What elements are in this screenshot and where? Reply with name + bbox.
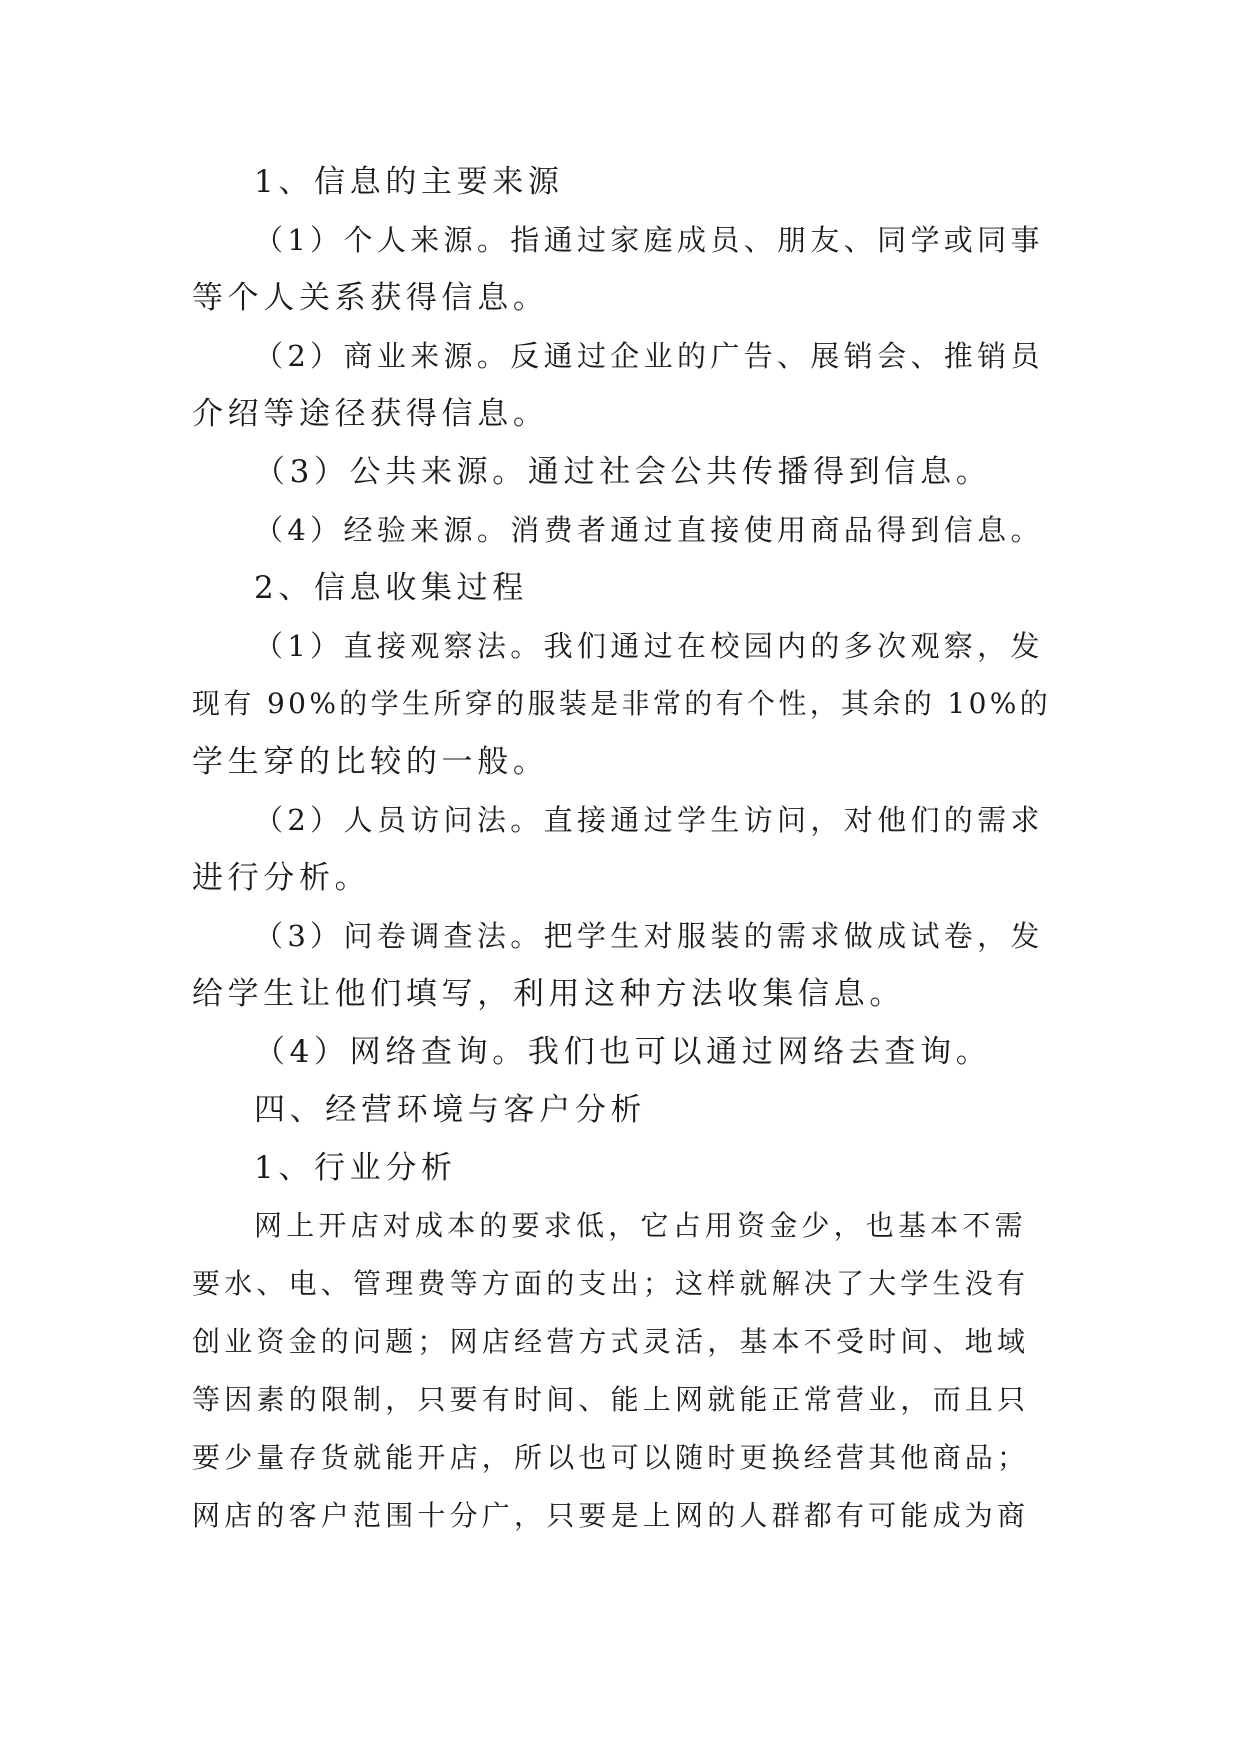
paragraph-line: 等因素的限制，只要有时间、能上网就能正常营业，而且只 [192, 1383, 1030, 1416]
paragraph-line: 现有 90%的学生所穿的服装是非常的有个性，其余的 10%的 [192, 687, 1052, 720]
paragraph-line: （3）问卷调查法。把学生对服装的需求做成试卷，发 [254, 919, 1044, 953]
paragraph-line: 学生穿的比较的一般。 [192, 744, 549, 780]
heading-collection-process: 2、信息收集过程 [254, 570, 528, 606]
paragraph-line: （2）商业来源。反通过企业的广告、展销会、推销员 [254, 339, 1044, 373]
paragraph-line: 要少量存货就能开店，所以也可以随时更换经营其他商品； [192, 1441, 1030, 1474]
paragraph-line: （3）公共来源。通过社会公共传播得到信息。 [254, 454, 992, 490]
paragraph-line: （1）个人来源。指通过家庭成员、朋友、同学或同事 [254, 223, 1044, 257]
paragraph-line: 要水、电、管理费等方面的支出；这样就解决了大学生没有 [192, 1267, 1030, 1300]
paragraph-line: （4）经验来源。消费者通过直接使用商品得到信息。 [254, 513, 1044, 547]
heading-info-sources: 1、信息的主要来源 [254, 164, 564, 200]
paragraph-line: 网上开店对成本的要求低，它占用资金少，也基本不需 [254, 1209, 1027, 1242]
paragraph-line: 网店的客户范围十分广，只要是上网的人群都有可能成为商 [192, 1499, 1030, 1532]
heading-business-environment: 四、经营环境与客户分析 [254, 1092, 647, 1128]
paragraph-line: 创业资金的问题；网店经营方式灵活，基本不受时间、地域 [192, 1325, 1030, 1358]
paragraph-line: （2）人员访问法。直接通过学生访问，对他们的需求 [254, 803, 1044, 837]
paragraph-line: （1）直接观察法。我们通过在校园内的多次观察，发 [254, 629, 1044, 663]
paragraph-line: 等个人关系获得信息。 [192, 280, 549, 316]
paragraph-line: （4）网络查询。我们也可以通过网络去查询。 [254, 1034, 992, 1070]
paragraph-line: 介绍等途径获得信息。 [192, 396, 549, 432]
heading-industry-analysis: 1、行业分析 [254, 1150, 457, 1186]
paragraph-line: 给学生让他们填写，利用这种方法收集信息。 [192, 976, 905, 1012]
paragraph-line: 进行分析。 [192, 860, 371, 896]
